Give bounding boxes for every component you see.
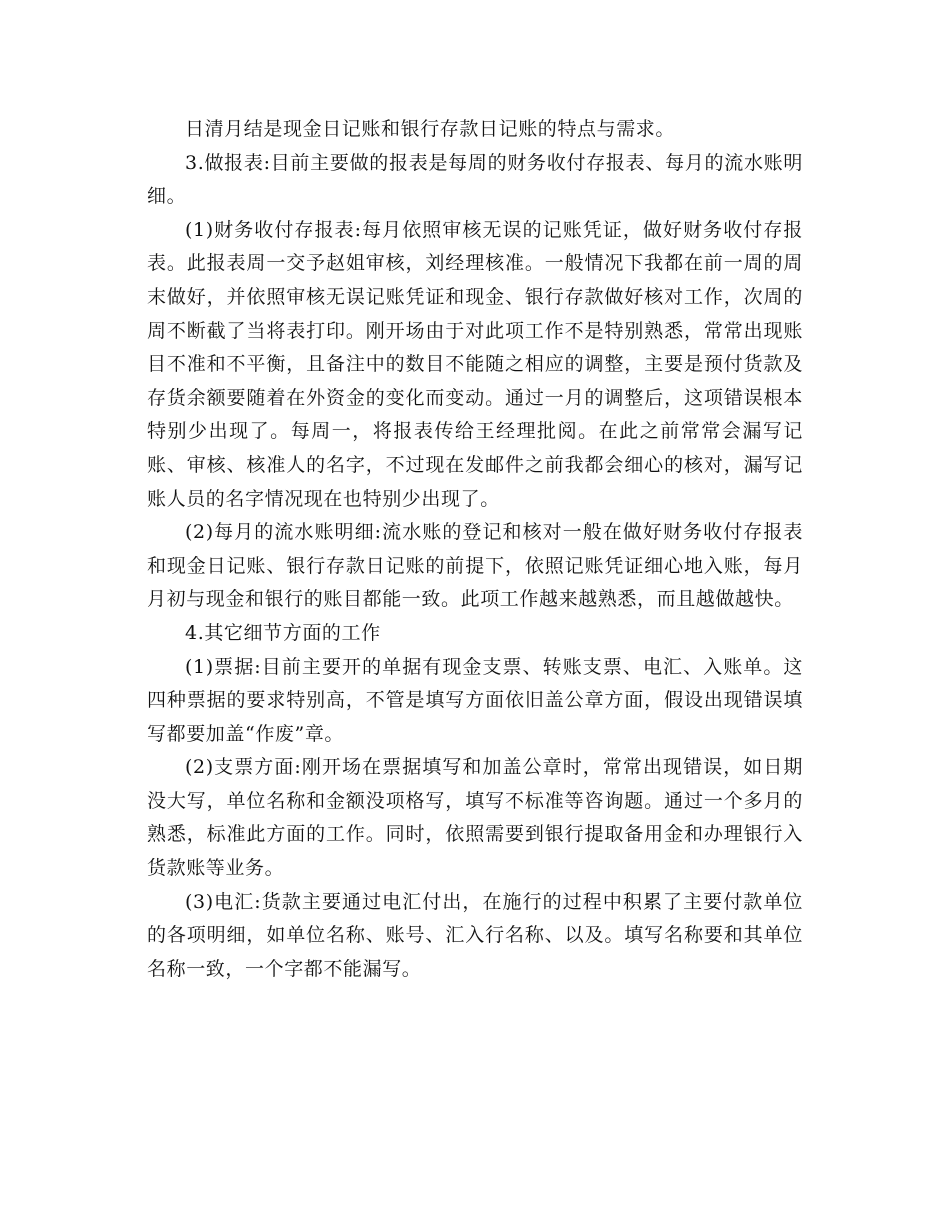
paragraph: 4.其它细节方面的工作 [185,621,381,644]
paragraph: (1)财务收付存报表:每月依照审核无误的记账凭证，做好财务收付存报表。此报表周一交予赵姐审核，刘经理核准。一般情况下我都在前一周的周末做好，并依照审核无误记账凭证和现金、银行存款做好核对工作，次周的周不断截了当将表打印。刚开场由于对此项工作不是特别熟悉，常常出现账目不准和不平衡，且备注中的数目不能随之相应的调整，主要是预付货款及存货余额要随着在外资金的变化而变动。通过一月的调整后，这项错误根本特别少出现了。每周一，将报表传给王经理批阅。在此之前常常会漏写记账、审核、核准人的名字，不过现在发邮件之前我都会细心的核对，漏写记账人员的名字情况现在也特别少出现了。 [147,218,803,510]
document-page [147,113,803,986]
paragraph: (2)支票方面:刚开场在票据填写和加盖公章时，常常出现错误，如日期没大写，单位名称和金额没项格写，填写不标准等咨询题。通过一个多月的熟悉，标准此方面的工作。同时，依照需要到银行提取备用金和办理银行入货款账等业务。 [147,756,803,880]
paragraph: 日清月结是现金日记账和银行存款日记账的特点与需求。 [185,118,676,140]
paragraph: (1)票据:目前主要开的单据有现金支票、转账支票、电汇、入账单。这四种票据的要求特别高，不管是填写方面依旧盖公章方面，假设出现错误填写都要加盖“作废”章。 [147,655,803,745]
paragraph: 3.做报表:目前主要做的报表是每周的财务收付存报表、每月的流水账明细。 [147,151,803,208]
paragraph: (2)每月的流水账明细:流水账的登记和核对一般在做好财务收付存报表和现金日记账、银行存款日记账的前提下，依照记账凭证细心地入账，每月月初与现金和银行的账目都能一致。此项工作越来越熟悉，而且越做越快。 [147,521,803,611]
paragraph: (3)电汇:货款主要通过电汇付出，在施行的过程中积累了主要付款单位的各项明细，如单位名称、账号、汇入行名称、以及。填写名称要和其单位名称一致，一个字都不能漏写。 [147,890,803,980]
